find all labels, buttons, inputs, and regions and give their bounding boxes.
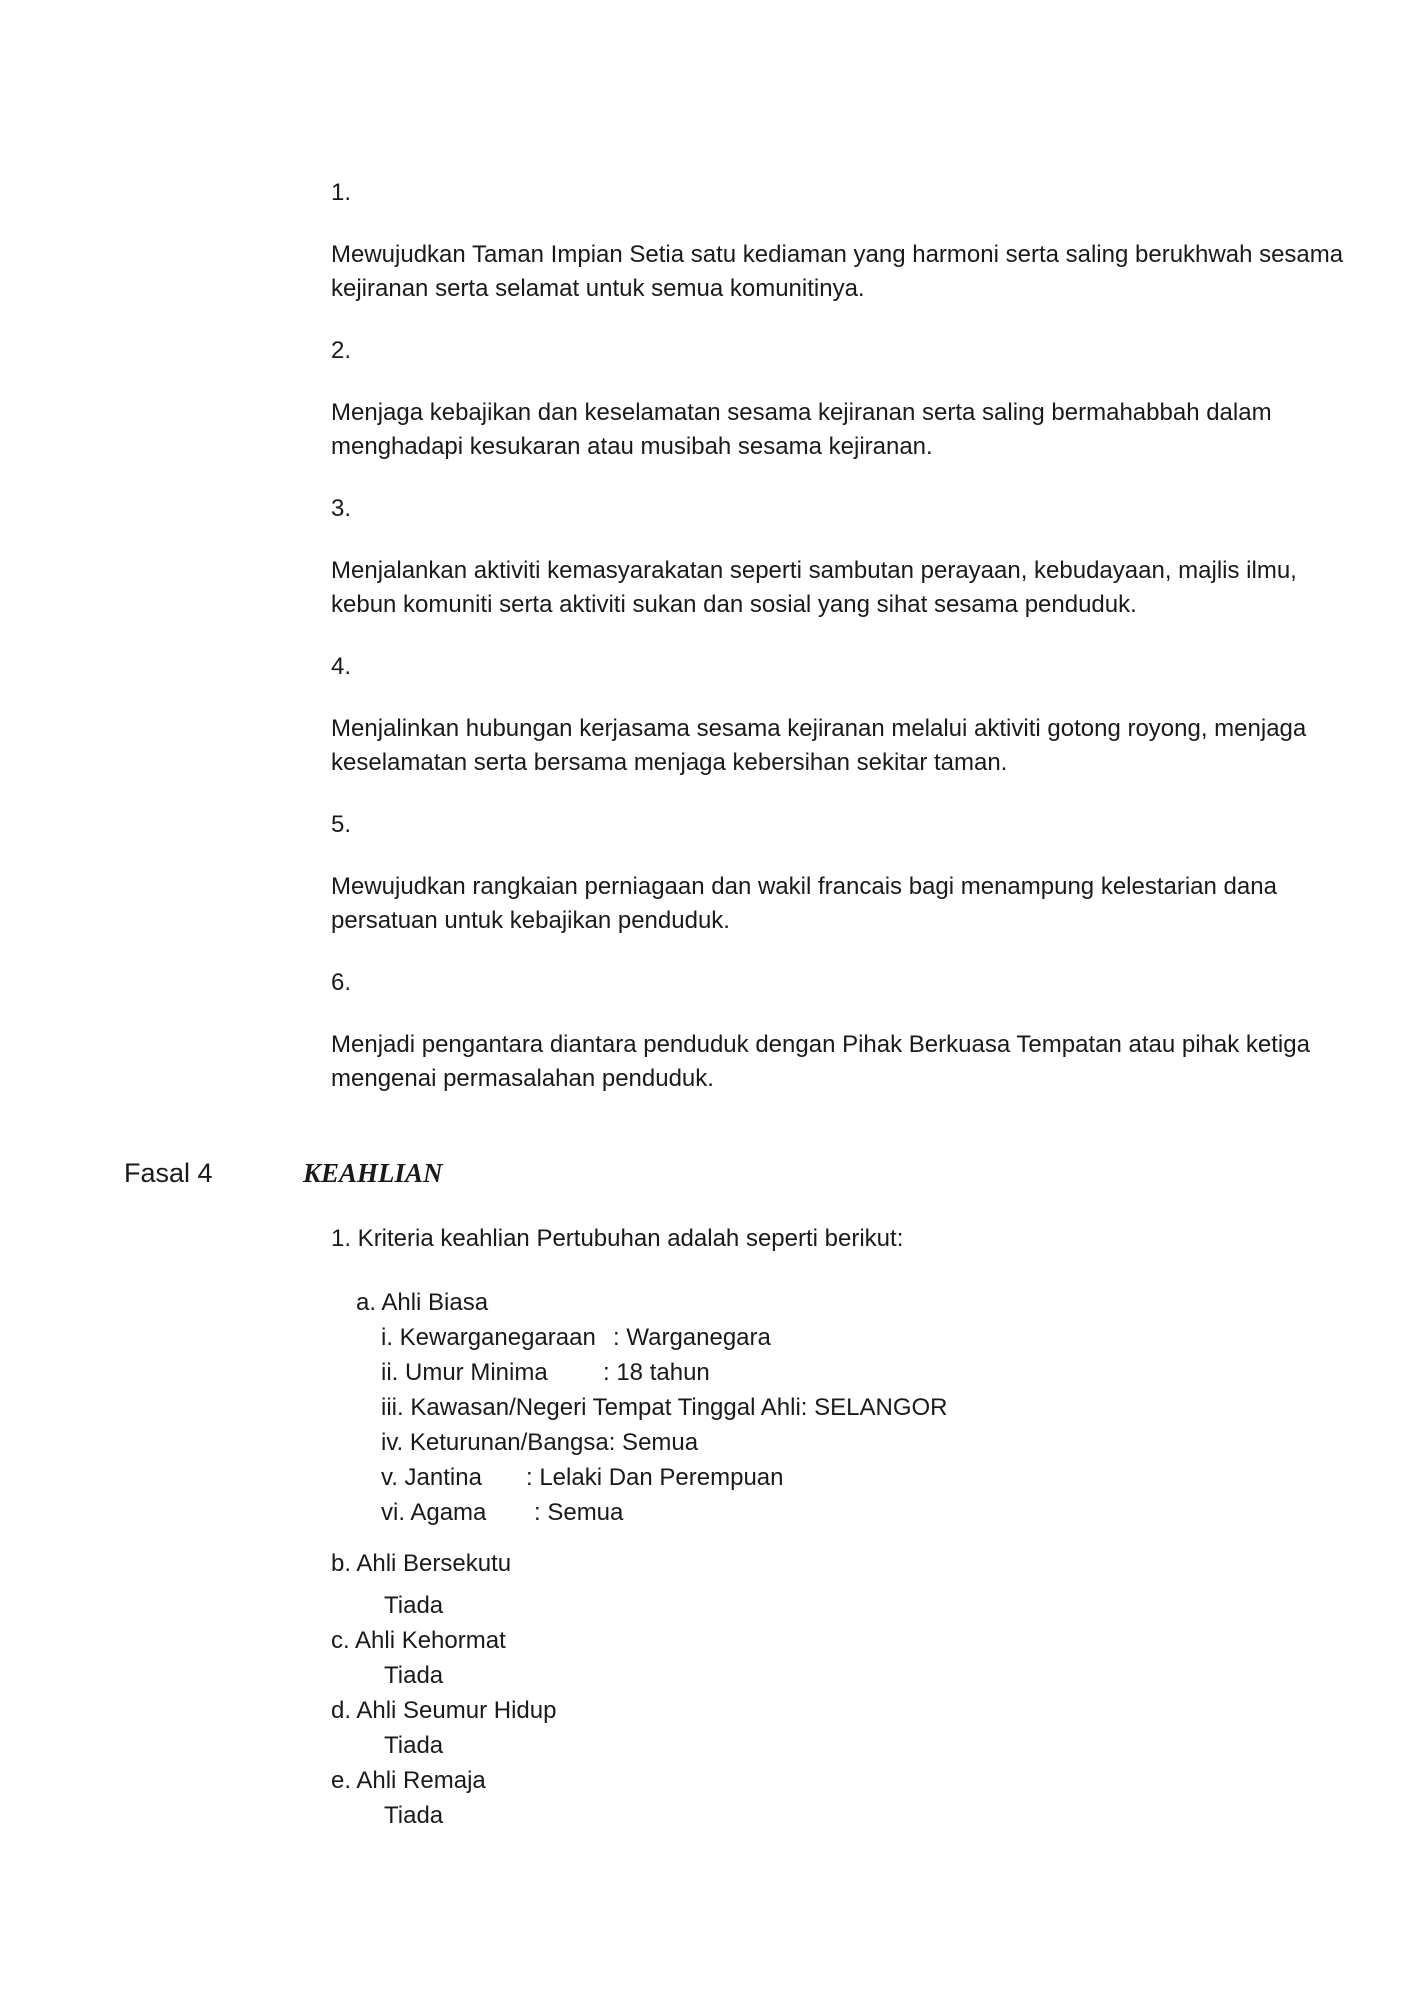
criteria-row — [381, 1390, 1331, 1425]
objective-text: Mewujudkan Taman Impian Setia satu kediaman yang harmoni serta saling berukhwah sesama kejiranan serta selamat untuk semua komunitinya. — [331, 241, 1344, 302]
membership-category — [331, 1763, 1331, 1833]
objective-number: 3. — [331, 495, 352, 522]
criteria-row — [381, 1425, 1331, 1460]
ahli-biasa-criteria — [381, 1320, 1331, 1530]
objective-number: 4. — [331, 653, 352, 680]
category-heading: c. Ahli Kehormat — [331, 1627, 506, 1654]
category-value: Tiada — [384, 1802, 444, 1829]
criteria-label: ii. Umur Minima — [381, 1359, 548, 1386]
criteria-value: : Semua — [608, 1429, 699, 1456]
objective-item — [331, 178, 1351, 306]
membership-section — [331, 1222, 1331, 1833]
criteria-value: : SELANGOR — [800, 1394, 948, 1421]
criteria-label: iv. Keturunan/Bangsa — [381, 1429, 609, 1456]
criteria-row — [381, 1460, 1331, 1495]
objective-item — [331, 494, 1351, 622]
category-heading: b. Ahli Bersekutu — [331, 1550, 512, 1577]
category-value: Tiada — [384, 1662, 444, 1689]
objective-item — [331, 336, 1351, 464]
objective-text: Menjaga kebajikan dan keselamatan sesama kejiranan serta saling bermahabbah dalam menghadapi kesukaran atau musibah sesama kejiranan. — [331, 399, 1272, 460]
fasal-title: KEAHLIAN — [303, 1158, 443, 1188]
objective-item — [331, 652, 1351, 780]
criteria-value: : 18 tahun — [603, 1359, 710, 1386]
objective-text: Menjadi pengantara diantara penduduk dengan Pihak Berkuasa Tempatan atau pihak ketiga mengenai permasalahan penduduk. — [331, 1031, 1310, 1092]
membership-category — [331, 1623, 1331, 1693]
objective-number: 2. — [331, 337, 352, 364]
category-heading: e. Ahli Remaja — [331, 1767, 486, 1794]
membership-category — [331, 1693, 1331, 1763]
criteria-intro: 1. Kriteria keahlian Pertubuhan adalah seperti berikut: — [331, 1225, 904, 1252]
objective-item — [331, 810, 1351, 938]
membership-category — [331, 1546, 1331, 1623]
criteria-row — [381, 1320, 1331, 1355]
objective-number: 6. — [331, 969, 352, 996]
category-heading: d. Ahli Seumur Hidup — [331, 1697, 557, 1724]
criteria-label: v. Jantina — [381, 1464, 482, 1491]
criteria-label: iii. Kawasan/Negeri Tempat Tinggal Ahli — [381, 1394, 801, 1421]
criteria-label: i. Kewarganegaraan — [381, 1324, 596, 1351]
criteria-row — [381, 1495, 1331, 1530]
objective-text: Menjalinkan hubungan kerjasama sesama kejiranan melalui aktiviti gotong royong, menjaga keselamatan serta bersama menjaga kebersihan sekitar taman. — [331, 715, 1307, 776]
objectives-list — [331, 178, 1351, 1126]
ahli-biasa-heading: a. Ahli Biasa — [356, 1289, 489, 1316]
criteria-value: : Lelaki Dan Perempuan — [526, 1464, 784, 1491]
criteria-row — [381, 1355, 1331, 1390]
objective-item — [331, 968, 1351, 1096]
objective-text: Mewujudkan rangkaian perniagaan dan wakil francais bagi menampung kelestarian dana persatuan untuk kebajikan penduduk. — [331, 873, 1277, 934]
criteria-value: : Warganegara — [613, 1324, 771, 1351]
category-value: Tiada — [384, 1592, 444, 1619]
criteria-value: : Semua — [534, 1499, 624, 1526]
category-value: Tiada — [384, 1732, 444, 1759]
criteria-label: vi. Agama — [381, 1499, 487, 1526]
objective-number: 1. — [331, 179, 352, 206]
fasal-label: Fasal 4 — [124, 1158, 213, 1188]
objective-number: 5. — [331, 811, 352, 838]
objective-text: Menjalankan aktiviti kemasyarakatan seperti sambutan perayaan, kebudayaan, majlis ilmu, kebun komuniti serta aktiviti sukan dan sosial yang sihat sesama penduduk. — [331, 557, 1297, 618]
